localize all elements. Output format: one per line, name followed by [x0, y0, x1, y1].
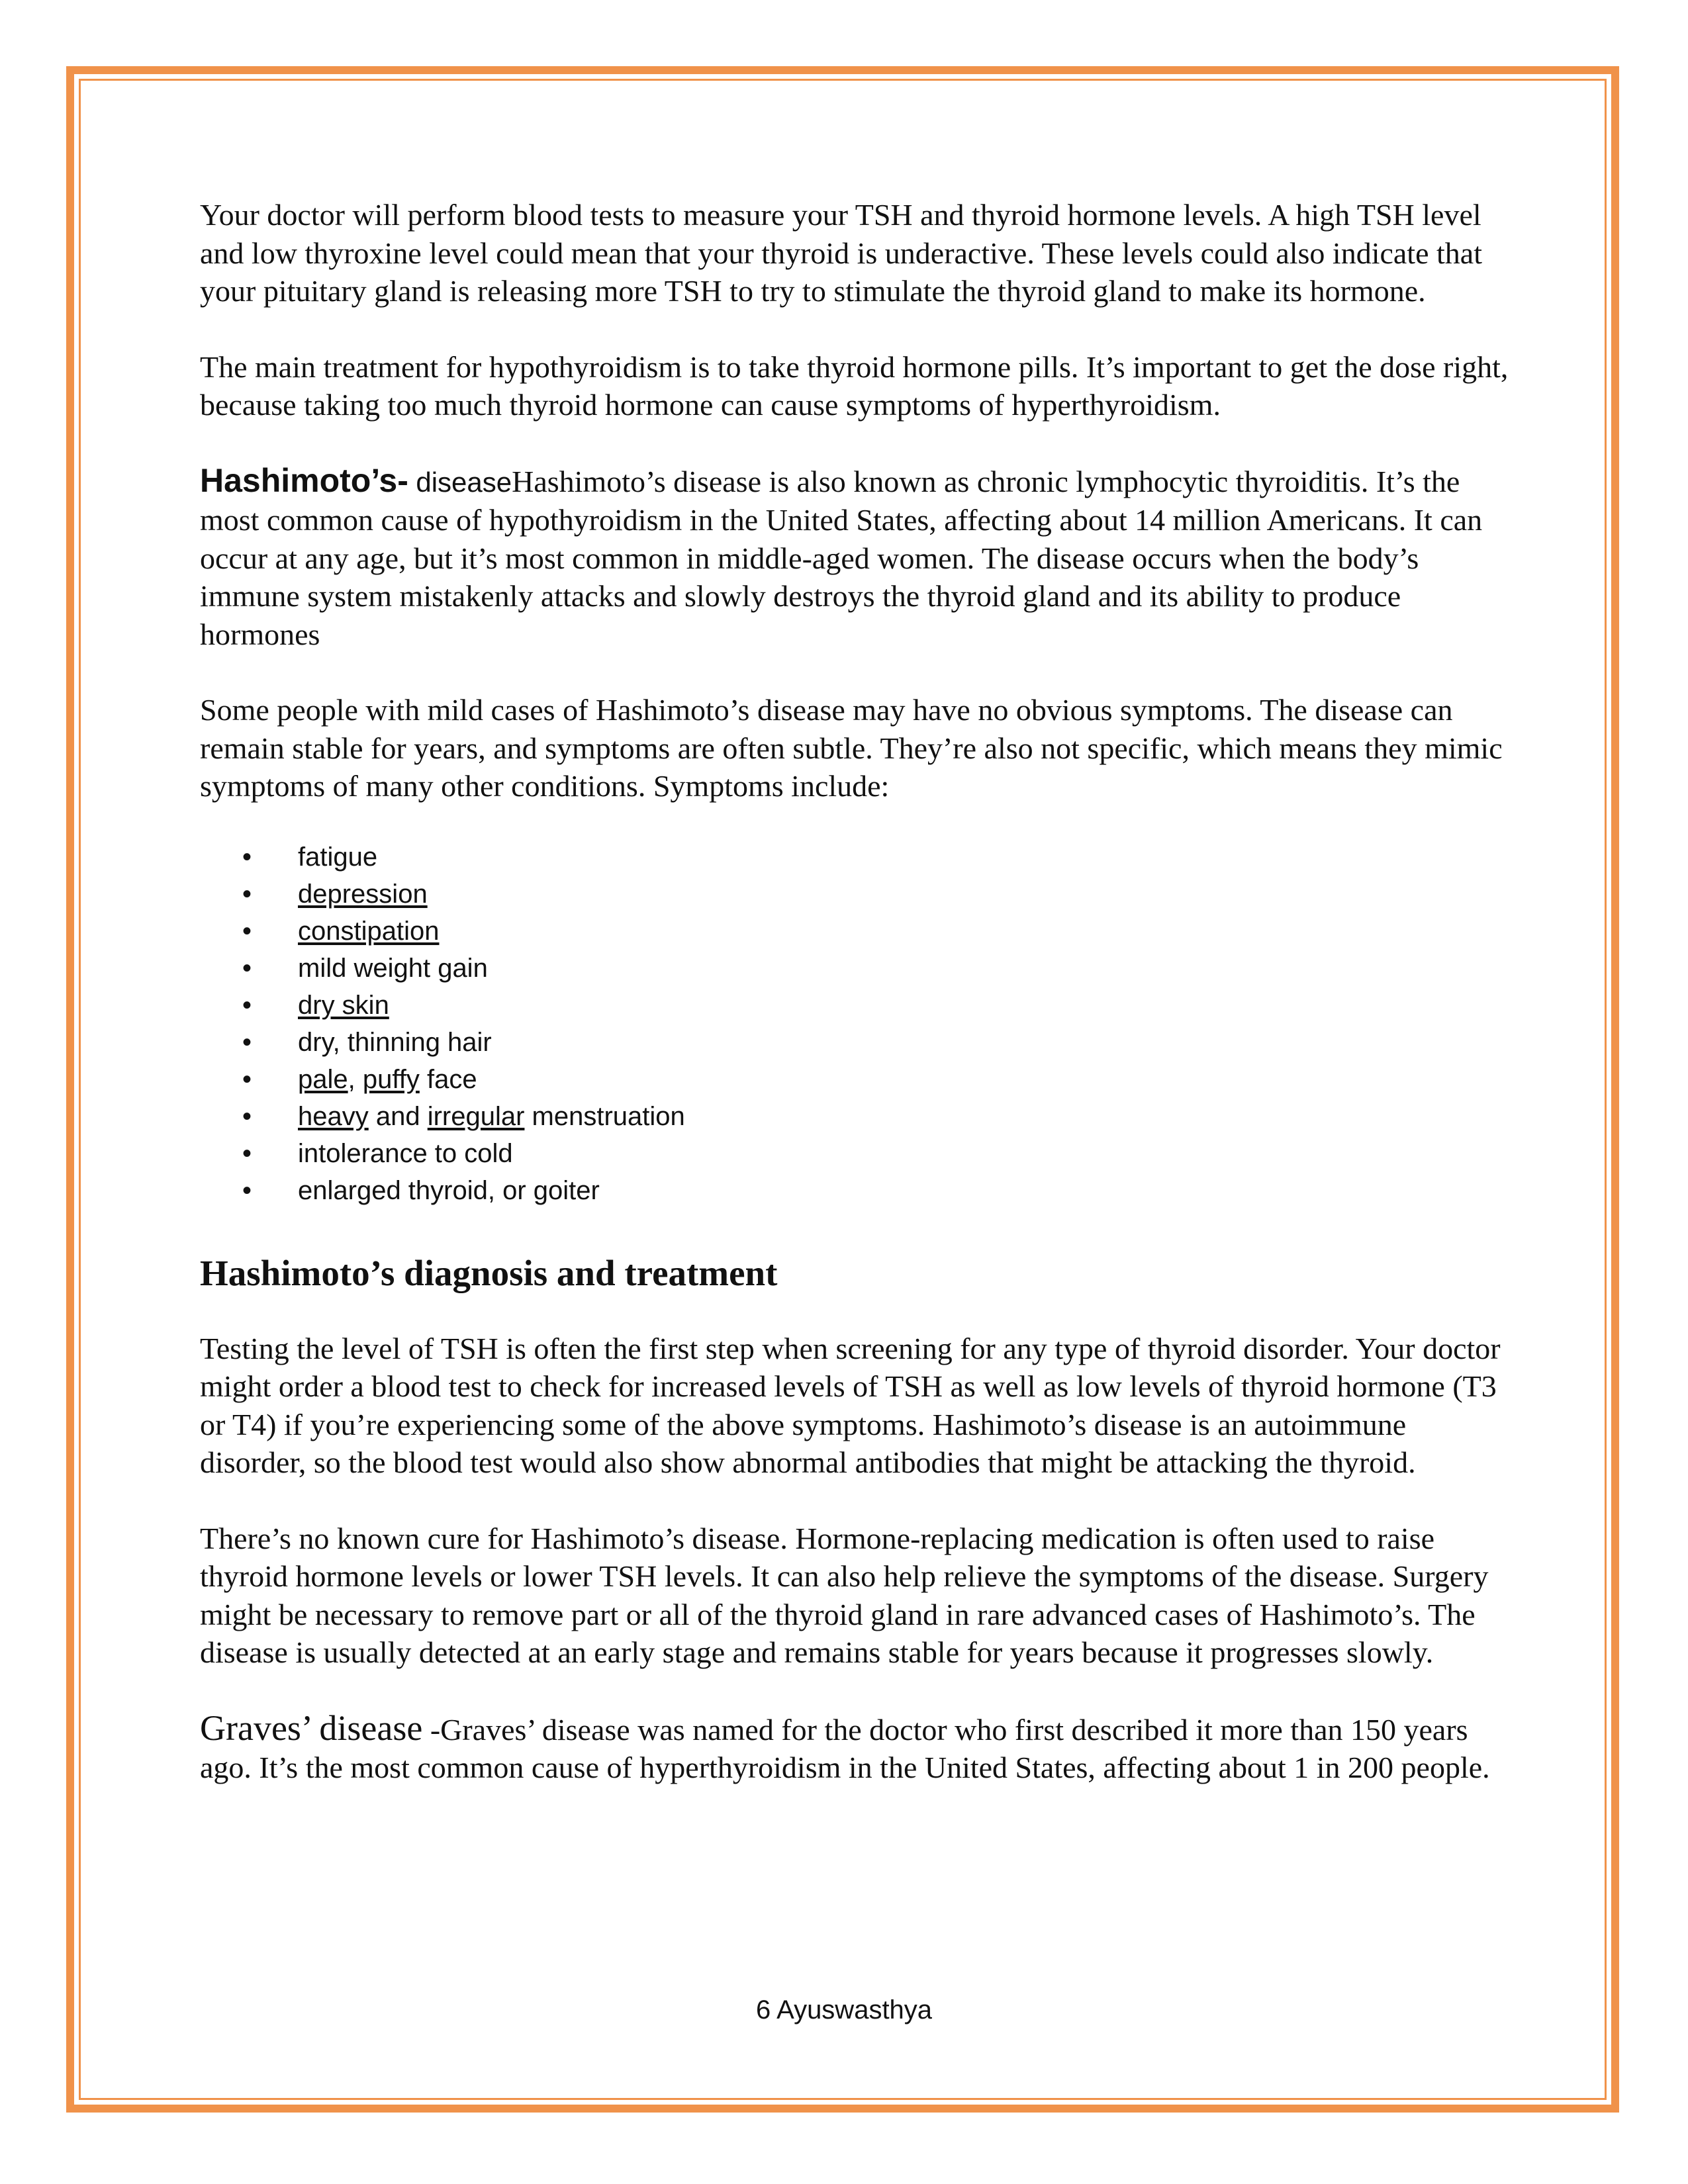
- paragraph-hashimoto-intro: [200, 462, 1511, 654]
- list-item: [200, 1024, 1511, 1061]
- paragraph-graves: [200, 1709, 1511, 1787]
- symptom-irregular-link[interactable]: irregular: [427, 1101, 525, 1131]
- list-item: [200, 839, 1511, 876]
- symptom-heavy-link[interactable]: heavy: [298, 1101, 369, 1131]
- bullet-icon: •: [242, 990, 252, 1020]
- list-item: [200, 1172, 1511, 1209]
- symptom-fatigue: fatigue: [298, 842, 378, 872]
- bullet-icon: •: [242, 1101, 252, 1131]
- paragraph-treatment: The main treatment for hypothyroidism is to take thyroid hormone pills. It’s important to get the dose right, because taking too much thyroid hormone can cause symptoms of hyperthyroidism.: [200, 349, 1509, 422]
- paragraph-cure: There’s no known cure for Hashimoto’s disease. Hormone-replacing medication is often used to raise thyroid hormone levels or lower TSH levels. It can also help relieve the symptoms of the disease. Surgery might be necessary to remove part or all of the thyroid gland in rare advanced cases of Hashimoto’s. The disease is usually detected at an early stage and remains stable for years because it progresses slowly.: [200, 1521, 1489, 1669]
- bullet-icon: •: [242, 1027, 252, 1057]
- hashimoto-intro-text: Hashimoto’s disease is also known as chronic lymphocytic thyroiditis. It’s the most common cause of hypothyroidism in the United States, affecting about 14 million Americans. It can occur at any age, but it’s most common in middle-aged women. The disease occurs when the body’s immune system mistakenly attacks and slowly destroys the thyroid gland and its ability to produce hormones: [200, 464, 1483, 651]
- list-item: [200, 1061, 1511, 1098]
- symptom-cold: intolerance to cold: [298, 1138, 513, 1168]
- paragraph-symptoms-intro: Some people with mild cases of Hashimoto’s disease may have no obvious symptoms. The disease can remain stable for years, and symptoms are often subtle. They’re also not specific, which means they mimic symptoms of many other conditions. Symptoms include:: [200, 693, 1503, 803]
- symptom-menstruation-text: menstruation: [524, 1101, 685, 1131]
- paragraph-diagnosis: Testing the level of TSH is often the first step when screening for any type of thyroid disorder. Your doctor might order a blood test to check for increased levels of TSH as well as low levels of thyroid hormone (T3 or T4) if you’re experiencing some of the above symptoms. Hashimoto’s disease is an autoimmune disorder, so the blood test would also show abnormal antibodies that might be attacking the thyroid.: [200, 1331, 1501, 1479]
- symptom-hair: dry, thinning hair: [298, 1027, 492, 1057]
- symptom-goiter: enlarged thyroid, or goiter: [298, 1175, 600, 1205]
- list-item: [200, 876, 1511, 913]
- graves-text: -Graves’ disease was named for the doctor who first described it more than 150 years ago. It’s the most common cause of hyperthyroidism in the United States, affecting about 1 in 200 people.: [200, 1712, 1490, 1784]
- page-footer: 6 Ayuswasthya: [755, 1995, 933, 2025]
- section-heading-diagnosis: Hashimoto’s diagnosis and treatment: [200, 1252, 778, 1293]
- list-item: [200, 1135, 1511, 1172]
- symptom-weight-gain: mild weight gain: [298, 953, 488, 983]
- bullet-icon: •: [242, 1138, 252, 1168]
- list-item: [200, 1098, 1511, 1135]
- graves-heading: Graves’ disease: [200, 1707, 423, 1748]
- symptom-dry-skin-link[interactable]: dry skin: [298, 990, 389, 1020]
- bullet-icon: •: [242, 1064, 252, 1094]
- symptom-and-text: and: [368, 1101, 428, 1131]
- bullet-icon: •: [242, 1175, 252, 1205]
- bullet-icon: •: [242, 953, 252, 983]
- bullet-icon: •: [242, 879, 252, 909]
- list-item: [200, 987, 1511, 1024]
- symptom-puffy-link[interactable]: puffy: [362, 1064, 420, 1094]
- symptom-depression-link[interactable]: depression: [298, 879, 428, 909]
- symptom-face-text: face: [419, 1064, 477, 1094]
- symptom-pale-link[interactable]: pale: [298, 1064, 348, 1094]
- hashimoto-heading: Hashimoto’s-: [200, 461, 408, 499]
- hashimoto-heading-word: disease: [416, 466, 512, 498]
- symptom-separator: ,: [348, 1064, 363, 1094]
- page-content: [200, 196, 1511, 1787]
- bullet-icon: •: [242, 916, 252, 946]
- symptoms-list: [200, 839, 1511, 1209]
- paragraph-blood-tests: Your doctor will perform blood tests to measure your TSH and thyroid hormone levels. A high TSH level and low thyroxine level could mean that your thyroid is underactive. These levels could also indicate that your pituitary gland is releasing more TSH to try to stimulate the thyroid gland to make its hormone.: [200, 198, 1482, 308]
- list-item: [200, 950, 1511, 987]
- symptom-constipation-link[interactable]: constipation: [298, 916, 440, 946]
- bullet-icon: •: [242, 842, 252, 872]
- list-item: [200, 913, 1511, 950]
